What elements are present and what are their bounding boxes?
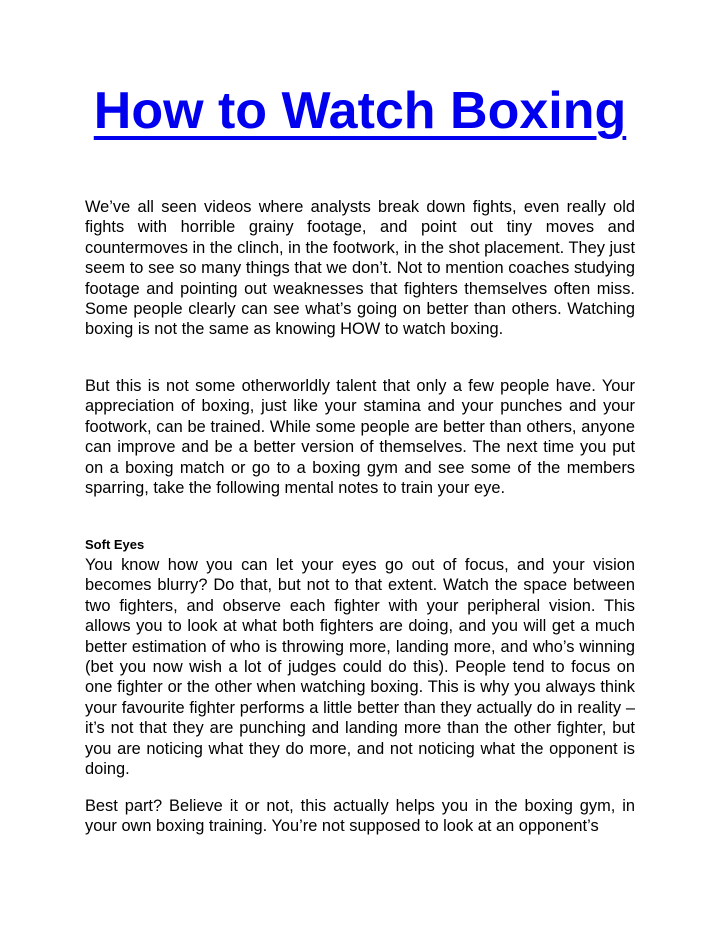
intro-paragraph-1: We’ve all seen videos where analysts break down fights, even really old fights with horrible grainy footage, and point out tiny moves and countermoves in the clinch, in the footwork, in the shot placement. They just seem to see so many things that we don’t. Not to mention coaches studying footage and pointing out weaknesses that fighters themselves often miss. Some people clearly can see what’s going on better than others. Watching boxing is not the same as knowing HOW to watch boxing. (85, 198, 635, 339)
section-heading-soft-eyes: Soft Eyes (85, 537, 145, 552)
page-title-link[interactable]: How to Watch Boxing (93, 82, 627, 140)
section-paragraph-2: Best part? Believe it or not, this actually helps you in the boxing gym, in your own boxing training. You’re not supposed to look at an opponent’s (85, 797, 635, 836)
section-paragraph-1: You know how you can let your eyes go out of focus, and your vision becomes blurry? Do that, but not to that extent. Watch the space between two fighters, and observe each fighter with your peripheral vision. This allows you to look at what both fighters are doing, and you will get a much better estimation of who is throwing more, landing more, and who’s winning (bet you now wish a lot of judges could do this). People tend to focus on one fighter or the other when watching boxing. This is why you always think your favourite fighter performs a little better than they actually do in reality – it’s not that they are punching and landing more than the other fighter, but you are noticing what they do more, and not noticing what the opponent is doing. (85, 556, 635, 779)
intro-paragraph-2: But this is not some otherworldly talent that only a few people have. Your appreciation of boxing, just like your stamina and your punches and your footwork, can be trained. While some people are better than others, anyone can improve and be a better version of themselves. The next time you put on a boxing match or go to a boxing gym and see some of the members sparring, take the following mental notes to train your eye. (85, 377, 635, 498)
